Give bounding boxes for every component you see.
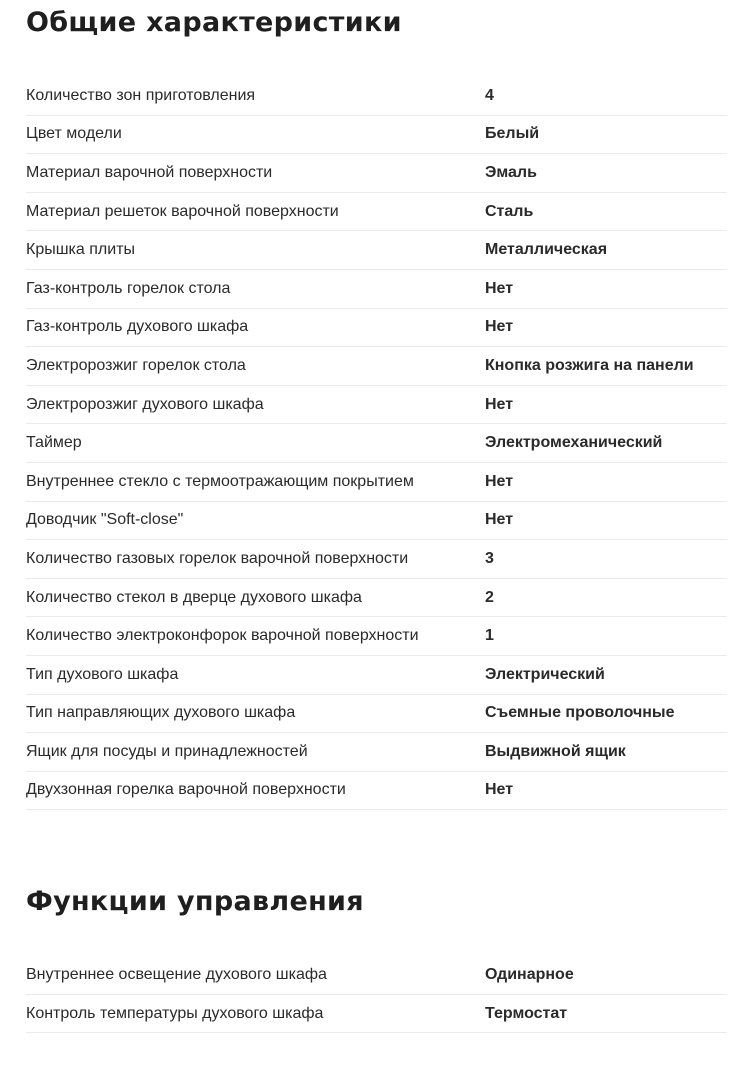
- spec-row: [26, 733, 727, 772]
- spec-label: Крышка плиты: [26, 241, 136, 259]
- spec-label: Электророзжиг горелок стола: [26, 356, 246, 374]
- spec-value: Электрический: [485, 665, 605, 683]
- spec-value: Нет: [485, 511, 514, 529]
- spec-row: [26, 116, 727, 155]
- spec-label: Таймер: [26, 434, 82, 452]
- spec-value: Термостат: [485, 1004, 568, 1022]
- spec-label: Материал решеток варочной поверхности: [26, 202, 339, 220]
- spec-value: Эмаль: [485, 163, 537, 181]
- spec-label: Внутреннее стекло с термоотражающим покрытием: [26, 472, 414, 490]
- spec-row: [26, 386, 727, 425]
- spec-value: Нет: [485, 781, 514, 799]
- spec-row: [26, 154, 727, 193]
- spec-label: Газ-контроль горелок стола: [26, 279, 231, 297]
- spec-row: [26, 540, 727, 579]
- spec-row: [26, 995, 727, 1034]
- spec-row: [26, 956, 727, 995]
- spec-row: [26, 424, 727, 463]
- spec-label: Двухзонная горелка варочной поверхности: [26, 781, 346, 799]
- spec-value: Нет: [485, 279, 514, 297]
- spec-label: Количество газовых горелок варочной поверхности: [26, 549, 409, 567]
- spec-label: Контроль температуры духового шкафа: [26, 1004, 324, 1022]
- section-general: [26, 0, 727, 810]
- section-title-general: Общие характеристики: [26, 7, 402, 38]
- section-controls: [26, 888, 727, 1033]
- spec-value: Нет: [485, 395, 514, 413]
- spec-value: Нет: [485, 472, 514, 490]
- spec-row: [26, 463, 727, 502]
- spec-row: [26, 77, 727, 116]
- spec-value: Сталь: [485, 202, 534, 220]
- spec-row: [26, 193, 727, 232]
- section-title-controls: Функции управления: [26, 886, 364, 918]
- spec-label: Количество стекол в дверце духового шкафа: [26, 588, 362, 606]
- spec-label: Доводчик "Soft-close": [26, 511, 184, 529]
- spec-row: [26, 579, 727, 618]
- spec-value: Металлическая: [485, 241, 608, 259]
- spec-value: Съемные проволочные: [485, 704, 675, 722]
- spec-row: [26, 309, 727, 348]
- spec-label: Цвет модели: [26, 125, 122, 143]
- spec-value: 3: [485, 549, 494, 567]
- spec-row: [26, 695, 727, 734]
- spec-row: [26, 617, 727, 656]
- spec-value: 2: [485, 588, 494, 606]
- spec-label: Тип духового шкафа: [26, 665, 179, 683]
- spec-row: [26, 772, 727, 811]
- spec-value: 4: [485, 86, 494, 104]
- spec-value: 1: [485, 627, 494, 645]
- spec-value: Кнопка розжига на панели: [485, 356, 694, 374]
- spec-row: [26, 231, 727, 270]
- spec-label: Ящик для посуды и принадлежностей: [26, 742, 308, 760]
- spec-label: Количество электроконфорок варочной поверхности: [26, 627, 419, 645]
- spec-value: Одинарное: [485, 966, 574, 984]
- spec-value: Электромеханический: [485, 434, 663, 452]
- spec-value: Выдвижной ящик: [485, 742, 626, 760]
- spec-value: Нет: [485, 318, 514, 336]
- spec-value: Белый: [485, 125, 540, 143]
- spec-label: Газ-контроль духового шкафа: [26, 318, 249, 336]
- spec-label: Материал варочной поверхности: [26, 163, 273, 181]
- spec-row: [26, 656, 727, 695]
- spec-label: Тип направляющих духового шкафа: [26, 704, 296, 722]
- spec-row: [26, 502, 727, 541]
- spec-table-general: [26, 77, 727, 810]
- spec-label: Внутреннее освещение духового шкафа: [26, 966, 327, 984]
- spec-table-controls: [26, 956, 727, 1033]
- spec-row: [26, 270, 727, 309]
- spec-row: [26, 347, 727, 386]
- spec-label: Количество зон приготовления: [26, 86, 256, 104]
- spec-label: Электророзжиг духового шкафа: [26, 395, 264, 413]
